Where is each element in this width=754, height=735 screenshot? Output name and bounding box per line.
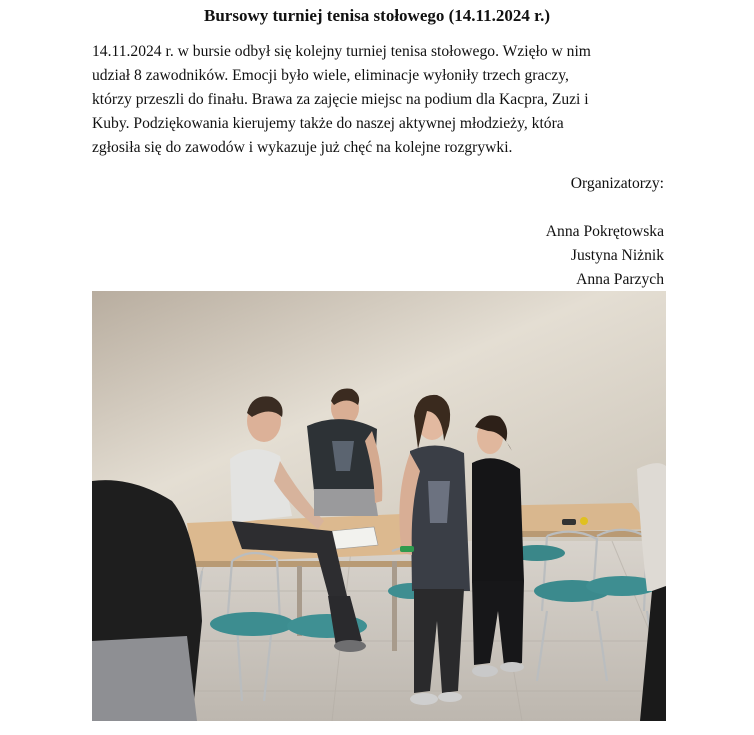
wall — [92, 291, 666, 541]
document-title: Bursowy turniej tenisa stołowego (14.11.2024 r.) — [204, 6, 550, 25]
event-photo — [92, 291, 666, 721]
photo-illustration — [92, 291, 666, 721]
signature-name: Anna Parzych — [576, 271, 664, 288]
body-paragraph — [92, 40, 672, 160]
body-line: zgłosiła się do zawodów i wykazuje już chęć na kolejne rozgrywki. — [92, 139, 513, 156]
body-line: którzy przeszli do finału. Brawa za zajęcie miejsc na podium dla Kacpra, Zuzi i — [92, 91, 589, 108]
signature-name: Justyna Niżnik — [570, 247, 664, 264]
body-line: udział 8 zawodników. Emocji było wiele, eliminacje wyłoniły trzech graczy, — [92, 67, 569, 84]
body-line: 14.11.2024 r. w bursie odbył się kolejny turniej tenisa stołowego. Wzięło w nim — [92, 43, 591, 60]
signature-heading: Organizatorzy: — [570, 175, 664, 192]
signature-name: Anna Pokrętowska — [545, 223, 664, 240]
body-line: Kuby. Podziękowania kierujemy także do naszej aktywnej młodzieży, która — [92, 115, 564, 132]
